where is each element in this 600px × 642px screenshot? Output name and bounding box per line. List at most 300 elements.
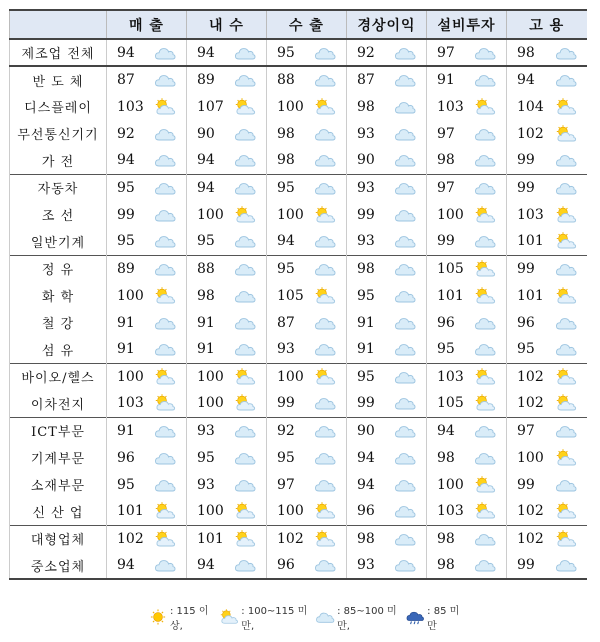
bsi-forecast-table bbox=[9, 9, 587, 580]
cell-value: 98 bbox=[357, 260, 375, 277]
partly-sunny-icon bbox=[474, 260, 496, 278]
cell-value: 100 bbox=[197, 206, 224, 223]
cell-content bbox=[267, 151, 346, 169]
cell-value: 99 bbox=[517, 152, 535, 169]
cloudy-icon bbox=[234, 287, 256, 305]
cell-content bbox=[507, 368, 587, 386]
cloudy-icon bbox=[394, 422, 416, 440]
cell-content bbox=[107, 151, 186, 169]
header-profit: 경상이익 bbox=[347, 10, 427, 39]
cell-content bbox=[107, 422, 186, 440]
cloudy-icon bbox=[315, 609, 335, 625]
cell-content bbox=[507, 449, 587, 467]
table-cell bbox=[507, 390, 587, 417]
cloudy-icon bbox=[474, 44, 496, 62]
cell-content bbox=[507, 502, 587, 520]
cell-value: 87 bbox=[117, 72, 135, 88]
table-cell bbox=[507, 66, 587, 93]
cloudy-icon bbox=[234, 232, 256, 250]
table-cell bbox=[187, 525, 267, 552]
cell-content bbox=[347, 556, 426, 574]
cell-content bbox=[507, 287, 587, 305]
cloudy-icon bbox=[394, 556, 416, 574]
row-label: 반 도 체 bbox=[10, 66, 107, 93]
partly-sunny-icon bbox=[154, 530, 176, 548]
cell-value: 97 bbox=[277, 476, 295, 493]
partly-sunny-icon bbox=[555, 502, 577, 520]
table-cell bbox=[507, 255, 587, 282]
table-row bbox=[10, 471, 587, 498]
cell-content bbox=[267, 556, 346, 574]
cell-value: 101 bbox=[517, 233, 544, 250]
table-cell bbox=[107, 228, 187, 255]
legend-item bbox=[315, 602, 399, 632]
cell-content bbox=[107, 502, 186, 520]
cell-content bbox=[107, 232, 186, 250]
cell-content bbox=[107, 206, 186, 224]
cell-value: 94 bbox=[197, 179, 215, 196]
cloudy-icon bbox=[154, 206, 176, 224]
table-cell bbox=[507, 309, 587, 336]
table-cell bbox=[427, 66, 507, 93]
table-cell bbox=[267, 174, 347, 201]
table-cell bbox=[187, 309, 267, 336]
legend bbox=[148, 606, 468, 632]
cell-value: 91 bbox=[117, 314, 135, 331]
table-cell bbox=[427, 255, 507, 282]
cell-content bbox=[427, 98, 506, 116]
cell-value: 100 bbox=[277, 98, 304, 115]
table-cell bbox=[267, 525, 347, 552]
cell-value: 99 bbox=[517, 476, 535, 493]
table-cell bbox=[267, 93, 347, 120]
cell-value: 96 bbox=[277, 557, 295, 573]
cloudy-icon bbox=[234, 71, 256, 89]
bsi-table-container bbox=[9, 9, 586, 580]
table-cell bbox=[187, 336, 267, 363]
cell-content bbox=[107, 368, 186, 386]
legend-text: : 115 이상, bbox=[170, 606, 209, 632]
cloudy-icon bbox=[394, 44, 416, 62]
row-label: 대형업체 bbox=[10, 525, 107, 552]
cloudy-icon bbox=[154, 260, 176, 278]
cell-content bbox=[267, 340, 346, 358]
cell-value: 95 bbox=[357, 368, 375, 385]
partly-sunny-icon bbox=[474, 476, 496, 494]
row-label: 기계부문 bbox=[10, 444, 107, 471]
table-cell bbox=[267, 363, 347, 390]
cloudy-icon bbox=[234, 44, 256, 62]
cell-content bbox=[427, 44, 506, 62]
legend-item bbox=[148, 602, 213, 632]
cell-value: 97 bbox=[517, 422, 535, 439]
cell-value: 104 bbox=[517, 98, 544, 115]
cloudy-icon bbox=[314, 476, 336, 494]
table-cell bbox=[187, 174, 267, 201]
cell-content bbox=[107, 476, 186, 494]
cell-value: 98 bbox=[277, 152, 295, 169]
table-cell bbox=[107, 174, 187, 201]
table-cell bbox=[427, 552, 507, 579]
cloudy-icon bbox=[474, 125, 496, 143]
cell-value: 94 bbox=[437, 422, 455, 439]
table-cell bbox=[347, 255, 427, 282]
row-label: 철 강 bbox=[10, 309, 107, 336]
cell-content bbox=[347, 260, 426, 278]
cell-content bbox=[107, 125, 186, 143]
cloudy-icon bbox=[555, 476, 577, 494]
table-cell bbox=[267, 309, 347, 336]
table-cell bbox=[507, 201, 587, 228]
cell-value: 93 bbox=[197, 422, 215, 439]
table-cell bbox=[347, 444, 427, 471]
table-cell bbox=[187, 66, 267, 93]
table-row bbox=[10, 174, 587, 201]
cell-content bbox=[187, 314, 266, 332]
cell-value: 105 bbox=[277, 287, 304, 304]
cell-content bbox=[347, 44, 426, 62]
cell-value: 99 bbox=[437, 233, 455, 250]
cell-value: 92 bbox=[277, 422, 295, 439]
cloudy-icon bbox=[394, 340, 416, 358]
cell-content bbox=[187, 44, 266, 62]
table-cell bbox=[347, 66, 427, 93]
row-label: 가 전 bbox=[10, 147, 107, 174]
table-row bbox=[10, 255, 587, 282]
cell-content bbox=[187, 422, 266, 440]
cell-value: 107 bbox=[197, 98, 224, 115]
table-cell bbox=[347, 363, 427, 390]
cell-value: 96 bbox=[437, 314, 455, 331]
legend-text: : 85~100 미만, bbox=[337, 606, 397, 632]
cell-value: 93 bbox=[277, 341, 295, 358]
table-cell bbox=[187, 147, 267, 174]
cell-value: 96 bbox=[357, 503, 375, 520]
cell-value: 90 bbox=[357, 152, 375, 169]
cell-value: 99 bbox=[277, 395, 295, 412]
cell-value: 98 bbox=[357, 98, 375, 115]
cell-content bbox=[427, 476, 506, 494]
cell-value: 94 bbox=[197, 152, 215, 169]
table-cell bbox=[187, 444, 267, 471]
cloudy-icon bbox=[555, 151, 577, 169]
partly-sunny-icon bbox=[154, 394, 176, 412]
header-employment: 고 용 bbox=[507, 10, 587, 39]
cell-content bbox=[427, 287, 506, 305]
cell-value: 94 bbox=[117, 152, 135, 169]
partly-sunny-icon bbox=[234, 98, 256, 116]
cloudy-icon bbox=[555, 340, 577, 358]
cloudy-icon bbox=[394, 368, 416, 386]
table-cell bbox=[107, 66, 187, 93]
table-cell bbox=[427, 525, 507, 552]
cell-content bbox=[507, 260, 587, 278]
cell-value: 95 bbox=[117, 233, 135, 250]
cell-content bbox=[107, 394, 186, 412]
cell-value: 95 bbox=[197, 449, 215, 466]
table-cell bbox=[507, 39, 587, 66]
row-label: 바이오/헬스 bbox=[10, 363, 107, 390]
cloudy-icon bbox=[394, 206, 416, 224]
cloudy-icon bbox=[394, 179, 416, 197]
cell-content bbox=[267, 314, 346, 332]
partly-sunny-icon bbox=[234, 502, 256, 520]
cloudy-icon bbox=[154, 179, 176, 197]
partly-sunny-icon bbox=[555, 530, 577, 548]
cloudy-icon bbox=[314, 422, 336, 440]
cell-value: 100 bbox=[277, 368, 304, 385]
cell-value: 98 bbox=[437, 449, 455, 466]
cloudy-icon bbox=[154, 476, 176, 494]
table-cell bbox=[107, 201, 187, 228]
cloudy-icon bbox=[154, 556, 176, 574]
table-row bbox=[10, 363, 587, 390]
table-cell bbox=[427, 444, 507, 471]
cloudy-icon bbox=[474, 71, 496, 89]
cell-value: 103 bbox=[517, 206, 544, 223]
table-cell bbox=[107, 471, 187, 498]
table-cell bbox=[347, 498, 427, 525]
cell-content bbox=[107, 98, 186, 116]
cell-content bbox=[107, 179, 186, 197]
row-label: 자동차 bbox=[10, 174, 107, 201]
table-cell bbox=[427, 282, 507, 309]
table-cell bbox=[107, 39, 187, 66]
table-cell bbox=[507, 120, 587, 147]
cell-content bbox=[267, 125, 346, 143]
cloudy-icon bbox=[314, 394, 336, 412]
table-cell bbox=[267, 255, 347, 282]
cell-content bbox=[427, 179, 506, 197]
cell-value: 100 bbox=[277, 206, 304, 223]
partly-sunny-icon bbox=[314, 530, 336, 548]
cell-content bbox=[267, 98, 346, 116]
table-cell bbox=[187, 363, 267, 390]
cell-value: 98 bbox=[277, 125, 295, 142]
cell-content bbox=[507, 44, 587, 62]
partly-sunny-icon bbox=[154, 502, 176, 520]
cell-content bbox=[427, 556, 506, 574]
cell-content bbox=[267, 422, 346, 440]
table-row bbox=[10, 444, 587, 471]
header-export: 수 출 bbox=[267, 10, 347, 39]
cell-content bbox=[427, 232, 506, 250]
table-cell bbox=[427, 39, 507, 66]
cell-value: 94 bbox=[197, 557, 215, 573]
cell-value: 99 bbox=[117, 206, 135, 223]
table-cell bbox=[267, 66, 347, 93]
cloudy-icon bbox=[154, 449, 176, 467]
cloudy-icon bbox=[314, 125, 336, 143]
cell-content bbox=[107, 449, 186, 467]
cell-value: 91 bbox=[197, 314, 215, 331]
cloudy-icon bbox=[555, 314, 577, 332]
cell-value: 94 bbox=[517, 72, 535, 88]
legend-item bbox=[219, 602, 309, 632]
header-row bbox=[10, 10, 587, 39]
table-cell bbox=[347, 417, 427, 444]
cell-content bbox=[507, 556, 587, 574]
table-cell bbox=[507, 363, 587, 390]
table-row bbox=[10, 39, 587, 66]
cell-content bbox=[187, 449, 266, 467]
table-cell bbox=[507, 282, 587, 309]
cell-content bbox=[187, 179, 266, 197]
cell-value: 100 bbox=[117, 368, 144, 385]
cell-value: 95 bbox=[277, 44, 295, 61]
cloudy-icon bbox=[394, 287, 416, 305]
partly-sunny-icon bbox=[474, 206, 496, 224]
cell-content bbox=[507, 340, 587, 358]
table-cell bbox=[107, 147, 187, 174]
cell-value: 94 bbox=[117, 557, 135, 573]
cell-value: 101 bbox=[517, 287, 544, 304]
cell-value: 94 bbox=[277, 233, 295, 250]
cell-content bbox=[187, 476, 266, 494]
table-cell bbox=[347, 93, 427, 120]
cell-value: 99 bbox=[517, 179, 535, 196]
row-label: 정 유 bbox=[10, 255, 107, 282]
legend-text: : 100~115 미만, bbox=[241, 606, 308, 632]
cell-value: 90 bbox=[197, 125, 215, 142]
row-label: 이차전지 bbox=[10, 390, 107, 417]
cell-content bbox=[427, 422, 506, 440]
cell-content bbox=[107, 260, 186, 278]
cell-content bbox=[347, 422, 426, 440]
table-cell bbox=[107, 498, 187, 525]
cell-value: 87 bbox=[357, 72, 375, 88]
cell-value: 92 bbox=[357, 44, 375, 61]
table-cell bbox=[507, 552, 587, 579]
partly-sunny-icon bbox=[555, 287, 577, 305]
cell-value: 103 bbox=[437, 98, 464, 115]
cell-content bbox=[507, 125, 587, 143]
cell-content bbox=[187, 340, 266, 358]
cell-value: 91 bbox=[437, 72, 455, 88]
table-cell bbox=[267, 552, 347, 579]
cell-content bbox=[267, 449, 346, 467]
cloudy-icon bbox=[154, 151, 176, 169]
table-cell bbox=[427, 228, 507, 255]
cell-content bbox=[427, 449, 506, 467]
cell-value: 88 bbox=[197, 260, 215, 277]
cell-content bbox=[187, 502, 266, 520]
header-investment: 설비투자 bbox=[427, 10, 507, 39]
partly-sunny-icon bbox=[474, 287, 496, 305]
cell-value: 95 bbox=[117, 179, 135, 196]
table-cell bbox=[427, 390, 507, 417]
partly-sunny-icon bbox=[474, 502, 496, 520]
cell-content bbox=[427, 368, 506, 386]
table-cell bbox=[347, 228, 427, 255]
cell-value: 90 bbox=[357, 422, 375, 439]
table-cell bbox=[107, 120, 187, 147]
table-cell bbox=[107, 93, 187, 120]
table-cell bbox=[347, 525, 427, 552]
cloudy-icon bbox=[234, 314, 256, 332]
cloudy-icon bbox=[314, 151, 336, 169]
cell-content bbox=[187, 206, 266, 224]
row-label: 섬 유 bbox=[10, 336, 107, 363]
cell-value: 102 bbox=[517, 368, 544, 385]
cell-content bbox=[427, 260, 506, 278]
cell-value: 93 bbox=[197, 476, 215, 493]
cell-content bbox=[347, 71, 426, 89]
table-cell bbox=[507, 417, 587, 444]
cell-value: 94 bbox=[357, 449, 375, 466]
table-cell bbox=[187, 417, 267, 444]
partly-sunny-icon bbox=[474, 394, 496, 412]
partly-sunny-icon bbox=[154, 368, 176, 386]
cloudy-icon bbox=[474, 179, 496, 197]
table-row bbox=[10, 552, 587, 579]
cloudy-icon bbox=[314, 44, 336, 62]
cell-value: 94 bbox=[197, 44, 215, 61]
partly-sunny-icon bbox=[154, 287, 176, 305]
cell-content bbox=[267, 71, 346, 89]
cell-value: 99 bbox=[517, 260, 535, 277]
cell-value: 96 bbox=[517, 314, 535, 331]
cell-content bbox=[187, 530, 266, 548]
cloudy-icon bbox=[234, 422, 256, 440]
cloudy-icon bbox=[314, 449, 336, 467]
cloudy-icon bbox=[234, 151, 256, 169]
cell-content bbox=[267, 44, 346, 62]
cloudy-icon bbox=[394, 232, 416, 250]
table-row bbox=[10, 498, 587, 525]
cell-content bbox=[427, 125, 506, 143]
cell-content bbox=[427, 151, 506, 169]
cell-content bbox=[107, 340, 186, 358]
legend-item bbox=[405, 602, 462, 632]
row-label: 화 학 bbox=[10, 282, 107, 309]
table-row bbox=[10, 228, 587, 255]
table-cell bbox=[187, 552, 267, 579]
cloudy-icon bbox=[154, 422, 176, 440]
table-cell bbox=[187, 228, 267, 255]
cell-value: 98 bbox=[437, 530, 455, 547]
table-row bbox=[10, 525, 587, 552]
cloudy-icon bbox=[474, 422, 496, 440]
cell-value: 103 bbox=[117, 98, 144, 115]
table-cell bbox=[347, 120, 427, 147]
partly-sunny-icon bbox=[555, 125, 577, 143]
cloudy-icon bbox=[154, 232, 176, 250]
table-cell bbox=[507, 471, 587, 498]
cell-content bbox=[347, 340, 426, 358]
cell-content bbox=[427, 71, 506, 89]
cell-value: 97 bbox=[437, 44, 455, 61]
row-label: 제조업 전체 bbox=[10, 39, 107, 66]
cell-value: 95 bbox=[117, 476, 135, 493]
partly-sunny-icon bbox=[555, 232, 577, 250]
cell-value: 95 bbox=[437, 341, 455, 358]
cell-content bbox=[427, 340, 506, 358]
partly-sunny-icon bbox=[314, 98, 336, 116]
cell-content bbox=[187, 287, 266, 305]
cell-content bbox=[267, 368, 346, 386]
cell-value: 93 bbox=[357, 179, 375, 196]
table-cell bbox=[107, 282, 187, 309]
cloudy-icon bbox=[394, 125, 416, 143]
sunny-icon bbox=[148, 609, 168, 625]
table-cell bbox=[347, 309, 427, 336]
table-cell bbox=[347, 471, 427, 498]
cell-value: 100 bbox=[117, 287, 144, 304]
table-cell bbox=[427, 417, 507, 444]
cell-value: 91 bbox=[197, 341, 215, 358]
table-cell bbox=[347, 282, 427, 309]
